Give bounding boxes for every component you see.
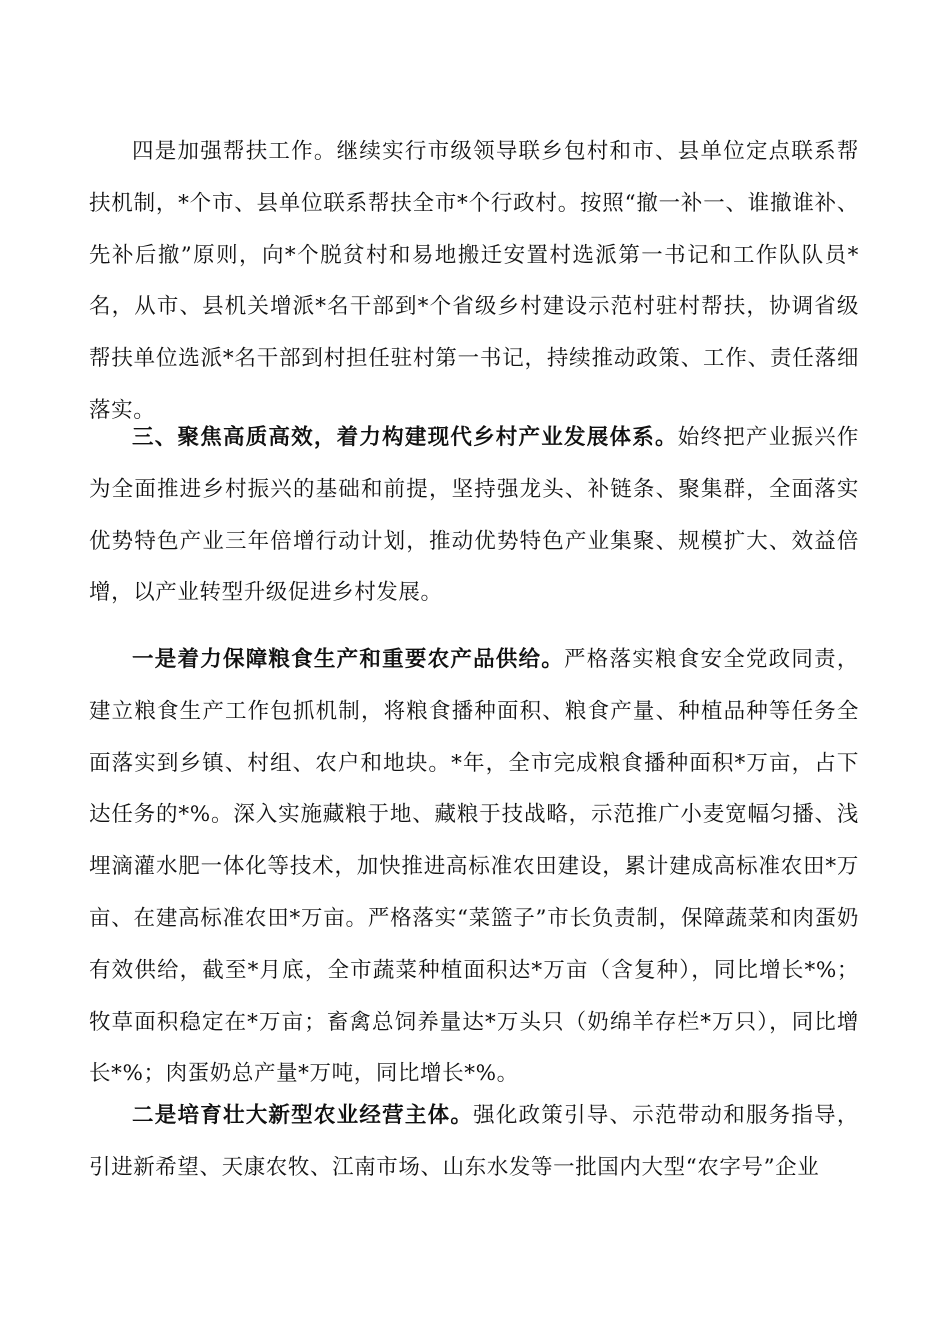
paragraph-assistance-work <box>89 126 859 437</box>
paragraph-text: 强化政策引导、示范带动和服务指导，引进新希望、天康农牧、江南市场、山东水发等一批国内大型“农字号”企业 <box>89 1103 859 1180</box>
paragraph-grain-supply <box>89 634 859 1100</box>
paragraph-text: 始终把产业振兴作为全面推进乡村振兴的基础和前提，坚持强龙头、补链条、聚集群，全面落实优势特色产业三年倍增行动计划，推动优势特色产业集聚、规模扩大、效益倍增，以产业转型升级促进乡村发展。 <box>89 425 859 606</box>
paragraph-lead: 一是着力保障粮食生产和重要农产品供给。 <box>132 647 565 672</box>
section-heading: 三、聚焦高质高效，着力构建现代乡村产业发展体系。 <box>132 425 678 450</box>
paragraph-agri-entities <box>89 1090 859 1194</box>
paragraph-text: 严格落实粮食安全党政同责，建立粮食生产工作包抓机制，将粮食播种面积、粮食产量、种植品种等任务全面落实到乡镇、村组、农户和地块。*年，全市完成粮食播种面积*万亩，占下达任务的*%。深入实施藏粮于地、藏粮于技战略，示范推广小麦宽幅匀播、浅埋滴灌水肥一体化等技术，加快推进高标准农田建设，累计建成高标准农田*万亩、在建高标准农田*万亩。严格落实“菜篮子”市长负责制，保障蔬菜和肉蛋奶有效供给，截至*月底，全市蔬菜种植面积达*万亩（含复种），同比增长*%；牧草面积稳定在*万亩；畜禽总饲养量达*万头只（奶绵羊存栏*万只），同比增长*%；肉蛋奶总产量*万吨，同比增长*%。 <box>89 647 859 1087</box>
paragraph-text: 四是加强帮扶工作。继续实行市级领导联乡包村和市、县单位定点联系帮扶机制，*个市、县单位联系帮扶全市*个行政村。按照“撤一补一、谁撤谁补、先补后撤”原则，向*个脱贫村和易地搬迁安置村选派第一书记和工作队队员*名，从市、县机关增派*名干部到*个省级乡村建设示范村驻村帮扶，协调省级帮扶单位选派*名干部到村担任驻村第一书记，持续推动政策、工作、责任落细落实。 <box>89 139 859 423</box>
paragraph-industry-system <box>89 412 859 619</box>
paragraph-lead: 二是培育壮大新型农业经营主体。 <box>132 1103 474 1128</box>
